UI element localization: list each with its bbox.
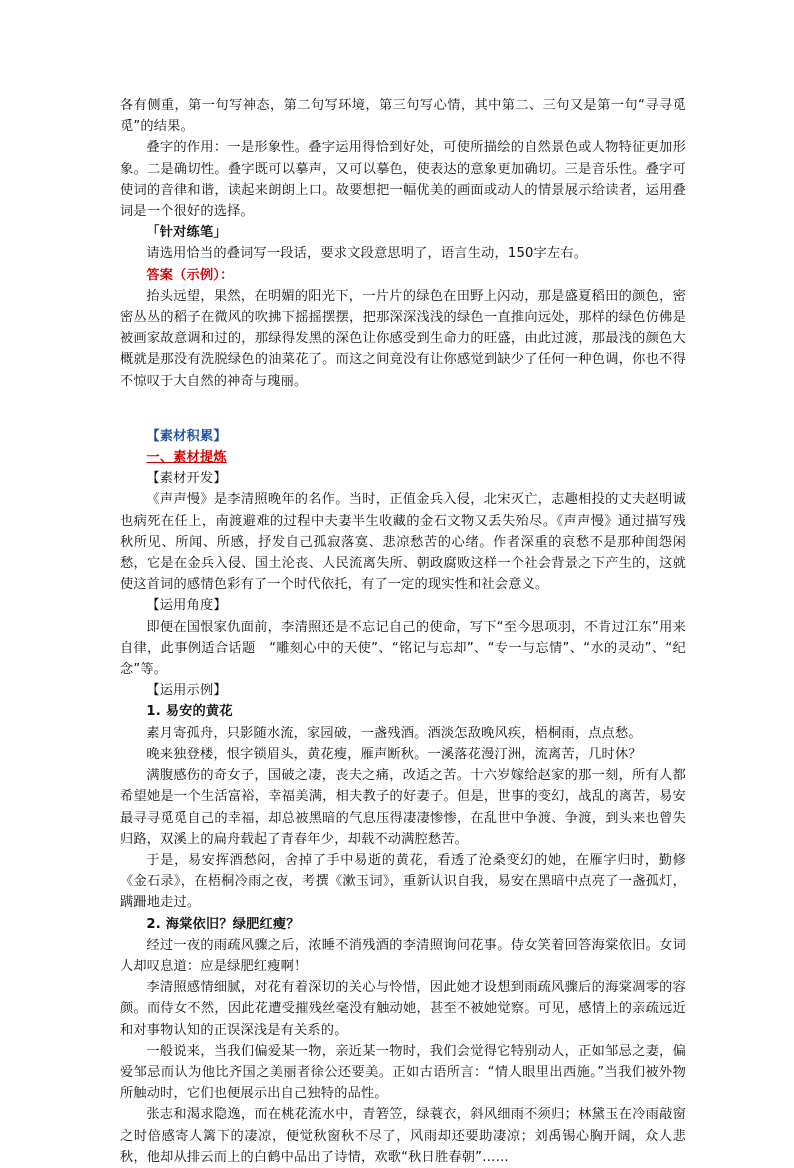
material-dev-text: 《声声慢》是李清照晚年的名作。当时，正值金兵入侵，北宋灭亡，志趣相投的丈夫赵明诚也病死在任上，南渡避难的过程中夫妻半生收藏的金石文物又丢失殆尽。《声声慢》通过描写残秋所见、所闻、所感，抒发自己孤寂落寞、悲凉愁苦的心绪。作者深重的哀愁不是那种闺怨闲愁，它是在金兵入侵、国土沦丧、人民流离失所、朝政腐败这样一个社会背景之下产生的，这就使这首词的感情色彩有了一个时代依托，有了一定的现实性和社会意义。 bbox=[120, 492, 686, 593]
example2-paragraph: 张志和渴求隐逸，而在桃花流水中，青箬笠，绿蓑衣，斜风细雨不须归；林黛玉在冷雨敲窗之时倍感寄人篱下的凄凉，便觉秋窗秋不尽了，风雨却还要助凄凉；刘禹锡心胸开阔，众人悲秋，他却从排云而上的白鹤中品出了诗情，欢歌“秋日胜春朝”…… bbox=[120, 1107, 686, 1165]
example2-title: 2. 海棠依旧？绿肥红瘦？ bbox=[146, 916, 300, 932]
example2-paragraph: 一般说来，当我们偏爱某一物，亲近某一物时，我们会觉得它特别动人，正如邹忌之妻，偏爱邹忌而认为他比齐国之美丽者徐公还要美。正如古语所言：“情人眼里出西施。”当我们被外物所触动时，它们也便展示出自己独特的品性。 bbox=[120, 1043, 686, 1102]
practice-heading: 「针对练笔」 bbox=[146, 225, 227, 241]
material-sub-heading: 一、素材提炼 bbox=[146, 450, 227, 466]
usage-example-label: 【运用示例】 bbox=[146, 683, 227, 699]
example2-paragraph: 李清照感情细腻，对花有着深切的关心与怜惜，因此她才设想到雨疏风骤后的海棠凋零的容颜。而侍女不然，因此花遭受摧残丝毫没有触动她，甚至不被她觉察。可见，感情上的亲疏远近和对事物认知的正误深浅是有关系的。 bbox=[120, 980, 686, 1038]
example2-paragraph: 经过一夜的雨疏风骤之后，浓睡不消残酒的李清照询问花事。侍女笑着回答海棠依旧。女词人却叹息道：应是绿肥红瘦啊！ bbox=[120, 937, 686, 974]
example1-paragraph: 满腹感伤的奇女子，国破之凄，丧夫之痛，改适之苦。十六岁嫁给赵家的那一刻，所有人都希望她是一个生活富裕，幸福美满，相夫教子的好妻子。但是，世事的变幻，战乱的离苦，易安最寻寻觅觅自己的幸福，却总被黑暗的气息压得凄凄惨惨，在乱世中争渡、争渡，到头来也曾失归路，双溪上的扁舟载起了青春年少，却载不动满腔愁苦。 bbox=[120, 768, 686, 847]
document-page bbox=[120, 95, 686, 1168]
material-dev-label: 【素材开发】 bbox=[146, 471, 227, 487]
practice-task: 请选用恰当的叠词写一段话，要求文段意思明了，语言生动，150字左右。 bbox=[146, 246, 588, 262]
answer-text: 抬头远望，果然，在明媚的阳光下，一片片的绿色在田野上闪动，那是盛夏稻田的颜色，密密丛丛的稻子在微风的吹拂下摇摇摆摆，把那深深浅浅的绿色一直推向远处，那样的绿色仿佛是被画家故意调和过的，那绿得发黑的深色让你感受到生命力的旺盛，由此过渡，那最浅的颜色大概就是那没有洗脱绿色的油菜花了。而这之间竟没有让你感觉到缺少了任何一种色调，你也不得不惊叹于大自然的神奇与瑰丽。 bbox=[120, 288, 686, 389]
section-spacer bbox=[120, 392, 686, 426]
example1-paragraph: 素月寄孤舟，只影随水流，家园破，一盏残酒。酒淡怎敌晚风疾，梧桐雨，点点愁。 bbox=[146, 725, 642, 741]
example1-paragraph: 晚来独登楼，恨字锁眉头，黄花瘦，雁声断秋。一溪落花漫汀洲，流离苦，几时休？ bbox=[146, 746, 642, 762]
usage-angle-label: 【运用角度】 bbox=[146, 598, 227, 614]
material-heading: 【素材积累】 bbox=[146, 428, 227, 444]
example1-title: 1. 易安的黄花 bbox=[146, 704, 233, 720]
answer-label: 答案（示例）： bbox=[146, 267, 234, 283]
usage-angle-text: 即便在国恨家仇面前，李清照还是不忘记自己的使命，写下“至今思项羽，不肯过江东”用来自律，此事例适合话题 “雕刻心中的天使”、“铭记与忘却”、“专一与忘情”、“水的灵动”、“纪念”等。 bbox=[120, 619, 686, 678]
intro-paragraph: 各有侧重，第一句写神态，第二句写环境，第三句写心情，其中第二、三句又是第一句“寻寻觅觅”的结果。 bbox=[120, 98, 686, 135]
reduplication-function-paragraph: 叠字的作用：一是形象性。叠字运用得恰到好处，可使所描绘的自然景色或人物特征更加形象。二是确切性。叠字既可以摹声，又可以摹色，使表达的意象更加确切。三是音乐性。叠字可使词的音律和谐，读起来朗朗上口。故要想把一幅优美的画面或动人的情景展示给读者，运用叠词是一个很好的选择。 bbox=[120, 140, 686, 220]
example1-paragraph: 于是，易安挥酒愁闷，舍掉了手中易逝的黄花，看透了沧桑变幻的她，在雁字归时，勤修《金石录》，在梧桐冷雨之夜，考撰《漱玉词》，重新认识自我，易安在黑暗中点亮了一盏孤灯，蹒跚地走过。 bbox=[120, 852, 686, 911]
